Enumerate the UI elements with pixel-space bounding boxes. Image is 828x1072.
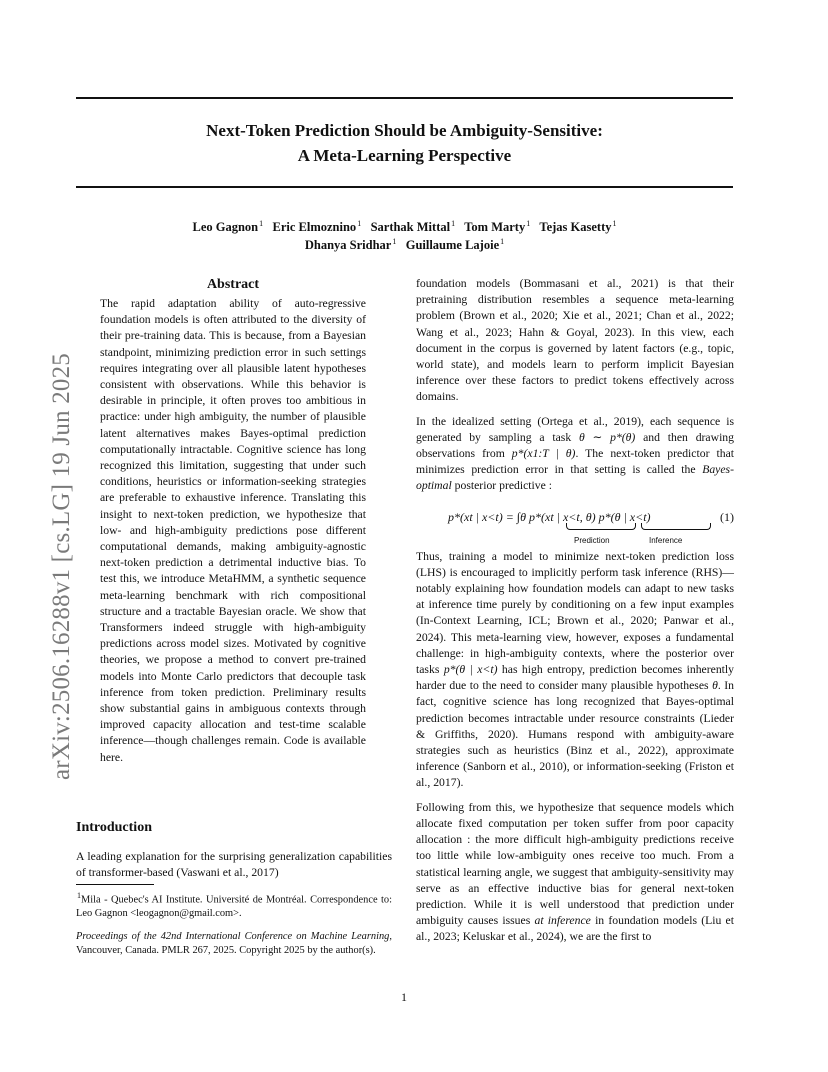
abstract-section: [100, 276, 366, 766]
paragraph: In the idealized setting (Ortega et al., 2019), each sequence is generated by sampling a task θ ∼ p*(θ) and then drawing observations from p*(x1:T | θ). The next-token predictor that minimizes prediction error in that setting is called the Bayes-optimal posterior predictive :: [416, 414, 735, 493]
abstract-text: The rapid adaptation ability of auto-regressive foundation models is often attributed to the diversity of their pre-training data. This is because, from a Bayesian standpoint, minimizing prediction error in such settings requires integrating over all plausible latent hypotheses consistent with observations. While this behavior is desirable in principle, it often proves too ambitious in practice: under high ambiguity, the number of plausible latent alternatives makes Bayes-optimal prediction computationally intractable. Cognitive science has long recognized this limitation, suggesting that under such conditions, heuristics or information-seeking strategies are preferable to exhaustive inference. Translating this insight to next-token prediction, we hypothesize that low- and high-ambiguity predictions pose different computational demands, making ambiguity-agnostic next-token prediction a detrimental inductive bias. To test this, we introduce MetaHMM, a synthetic sequence meta-learning benchmark with rich compositional structure and a tractable Bayesian oracle. We show that Transformers indeed struggle with high-ambiguity predictions across model sizes. Motivated by cognitive theories, we propose a method to convert pre-trained models into Monte Carlo predictors that decouple task inference from token prediction. Preliminary results show substantial gains in ambiguous contexts through improved capacity allocation and test-time scalable inference—though challenges remain. Code is available here.: [100, 297, 366, 764]
author: Eric Elmoznino$^1$: [272, 219, 362, 235]
top-rule: [76, 97, 733, 99]
right-column: [416, 276, 734, 946]
author: Tejas Kasetty$^1$: [539, 219, 617, 235]
abstract-heading: Abstract: [206, 277, 260, 292]
paper-title-line-1: Next-Token Prediction Should be Ambiguity-Sensitive:: [206, 121, 603, 140]
arxiv-identifier-stamp: arXiv:2506.16288v1 [cs.LG] 19 Jun 2025: [48, 353, 75, 780]
paragraph: Thus, training a model to minimize next-token prediction loss (LHS) is encouraged to implicitly perform task inference (RHS)—notably explaining how foundation models can adapt to new tasks at inference time purely by conditioning on a few input examples (In-Context Learning, ICL; Brown et al., 2020; Panwar et al., 2024). This meta-learning view, however, exposes a fundamental challenge: in high-ambiguity contexts, where the posterior over tasks p*(θ | x<t) has high entropy, prediction becomes inherently harder due to the need to consider many plausible hypotheses θ. In fact, cognitive science has long recognized that Bayes-optimal prediction becomes intractable under resource constraints (Lieder & Griffiths, 2020). Humans respond with ambiguity-aware strategies such as heuristics (Binz et al., 2022), approximate inference (Sanborn et al., 2010), or information-seeking (Friston et al., 2017).: [416, 549, 735, 790]
author: Sarthak Mittal$^1$: [370, 219, 456, 235]
equation-body: p*(xt | x<t) = ∫θ p*(xt | x<t, θ) p*(θ | x<t): [448, 509, 651, 524]
inference-label: Inference: [649, 535, 683, 545]
equation-1: [416, 509, 734, 543]
equation-number: (1): [720, 509, 734, 524]
introduction-heading: Introduction: [76, 820, 152, 835]
author: Guillaume Lajoie$^1$: [405, 237, 505, 253]
affiliation-footnote: $^1$Mila - Quebec's AI Institute. Université de Montréal. Correspondence to: Leo Gagnon <leogagnon@gmail.com>.: [76, 891, 392, 920]
prediction-label: Prediction: [574, 535, 610, 545]
paragraph: Following from this, we hypothesize that sequence models which allocate fixed computation per token suffer from poor capacity allocation : the more difficult high-ambiguity predictions receive too little while low-ambiguity ones receive too much. From a statistical learning angle, we suggest that ambiguity-sensitivity may serve as an effective inductive bias for general next-token prediction. While it is well understood that prediction under ambiguity causes issues at inference in foundation models (Liu et al., 2023; Keluskar et al., 2024), we are the first to: [416, 800, 734, 944]
footnote-rule: [76, 884, 154, 885]
title-bottom-rule: [76, 186, 733, 188]
author: Dhanya Sridhar$^1$: [304, 237, 397, 253]
inference-brace: [641, 523, 711, 530]
prediction-brace: [566, 523, 636, 530]
page-number: 1: [401, 990, 407, 1004]
introduction-section: [76, 819, 392, 881]
author-list-line-2: [76, 233, 733, 254]
paragraph: foundation models (Bommasani et al., 2021) is that their pretraining distribution resembles a sequence meta-learning problem (Brown et al., 2020; Xie et al., 2021; Chan et al., 2022; Wang et al., 2023; Hahn & Goyal, 2023). In this view, each document in the corpus is governed by latent factors (e.g., topic, world state), and models learn to perform implicit Bayesian inference over these factors to predict tokens effectively across domains.: [416, 277, 734, 404]
introduction-text: A leading explanation for the surprising generalization capabilities of transformer-based (Vaswani et al., 2017): [76, 850, 392, 880]
author: Tom Marty$^1$: [464, 219, 531, 235]
author: Leo Gagnon$^1$: [192, 219, 264, 235]
proceedings-footnote: Proceedings of the 42nd International Conference on Machine Learning, Vancouver, Canada. PMLR 267, 2025. Copyright 2025 by the author(s).: [76, 931, 392, 956]
paper-title-line-2: A Meta-Learning Perspective: [297, 146, 512, 165]
